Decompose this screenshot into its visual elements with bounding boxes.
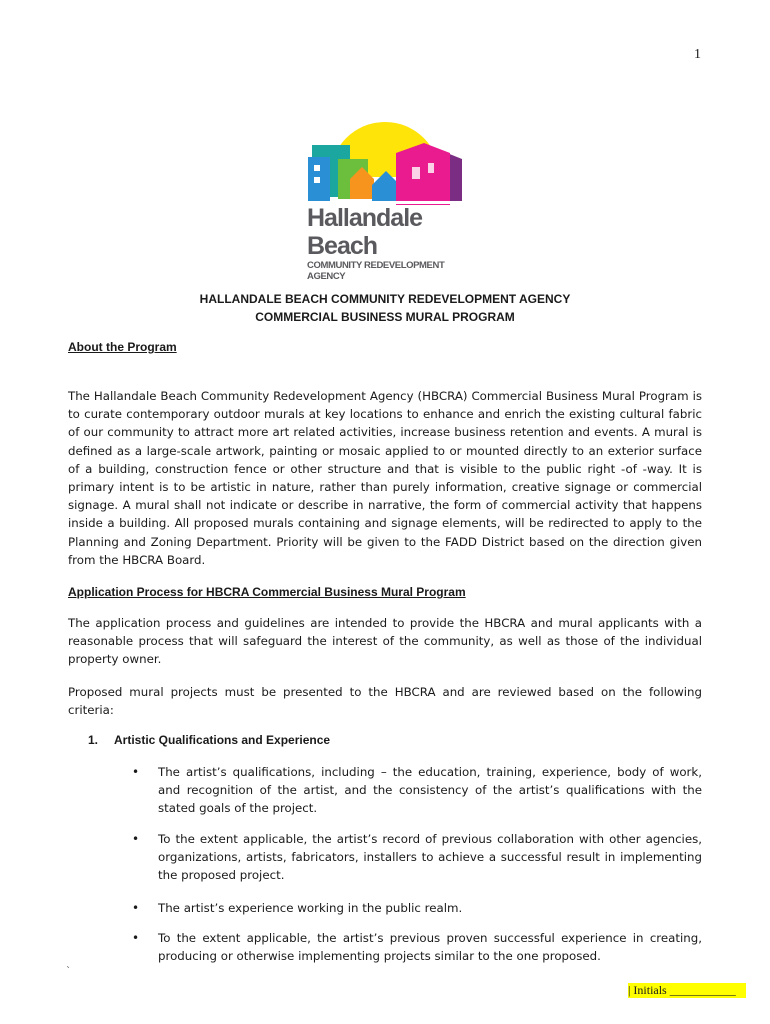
page-number: 1 xyxy=(694,47,701,62)
about-program-paragraph: The Hallandale Beach Community Redevelopment Agency (HBCRA) Commercial Business Mural Program is to curate contemporary outdoor murals at key locations to enhance and enrich the existing cultural fabric of our community to attract more art related activities, increase business retention and events. A mural is defined as a large-scale artwork, painting or mosaic applied to or mounted directly to an exterior surface of a building, construction fence or other structure and that is visible to the public right -of -way. It is primary intent is to be artistic in nature, rather than purely information, creative signage or commercial signage. A mural shall not indicate or describe in narrative, the form of commercial activity that happens inside a building. All proposed murals containing and signage elements, will be redirected to apply to the Planning and Zoning Department. Priority will be given to the FADD District based on the direction given from the HBCRA Board. xyxy=(68,389,702,567)
criteria-item-1 xyxy=(88,733,330,747)
stray-mark: ` xyxy=(66,966,71,977)
logo-building-pink xyxy=(396,143,450,205)
application-intro-paragraph: The application process and guidelines are intended to provide the HBCRA and mural applicants with a reasonable process that will safeguard the interest of the community, as well as those of the individual property owner. xyxy=(68,616,702,667)
logo-brand-text: Hallandale Beach xyxy=(307,204,423,260)
bullet-icon: • xyxy=(132,901,140,915)
list-item xyxy=(132,830,702,885)
about-program-title: About the Program xyxy=(68,340,177,354)
document-heading-2: COMMERCIAL BUSINESS MURAL PROGRAM xyxy=(255,310,515,324)
logo-wordmark xyxy=(307,204,477,282)
criteria-number: 1. xyxy=(88,733,99,747)
application-process-title: Application Process for HBCRA Commercial Business Mural Program xyxy=(68,585,466,599)
bullet-text: To the extent applicable, the artist’s previous proven successful experience in creating, producing or otherwise implementing projects similar to the one proposed. xyxy=(158,931,702,964)
bullet-text: The artist’s qualifications, including – the education, training, experience, body of work, and recognition of the artist, and the consistency of the artist’s qualifications with the stated goals of the project. xyxy=(158,765,702,816)
list-item xyxy=(132,899,702,917)
criteria-title: Artistic Qualifications and Experience xyxy=(114,733,331,747)
initials-field[interactable]: | Initials ___________ xyxy=(628,983,746,998)
list-item xyxy=(132,929,702,965)
application-criteria-paragraph: Proposed mural projects must be presented to the HBCRA and are reviewed based on the following criteria: xyxy=(68,685,702,718)
list-item xyxy=(132,763,702,818)
bullet-icon: • xyxy=(132,765,140,779)
document-heading-1: HALLANDALE BEACH COMMUNITY REDEVELOPMENT AGENCY xyxy=(199,292,571,306)
logo-subtitle-text: COMMUNITY REDEVELOPMENT AGENCY xyxy=(307,260,445,282)
bullet-text: The artist’s experience working in the public realm. xyxy=(158,901,463,915)
bullet-text: To the extent applicable, the artist’s record of previous collaboration with other agencies, organizations, artists, fabricators, installers to achieve a successful result in implementing the proposed project. xyxy=(158,832,702,883)
bullet-icon: • xyxy=(132,931,140,945)
bullet-icon: • xyxy=(132,832,140,846)
